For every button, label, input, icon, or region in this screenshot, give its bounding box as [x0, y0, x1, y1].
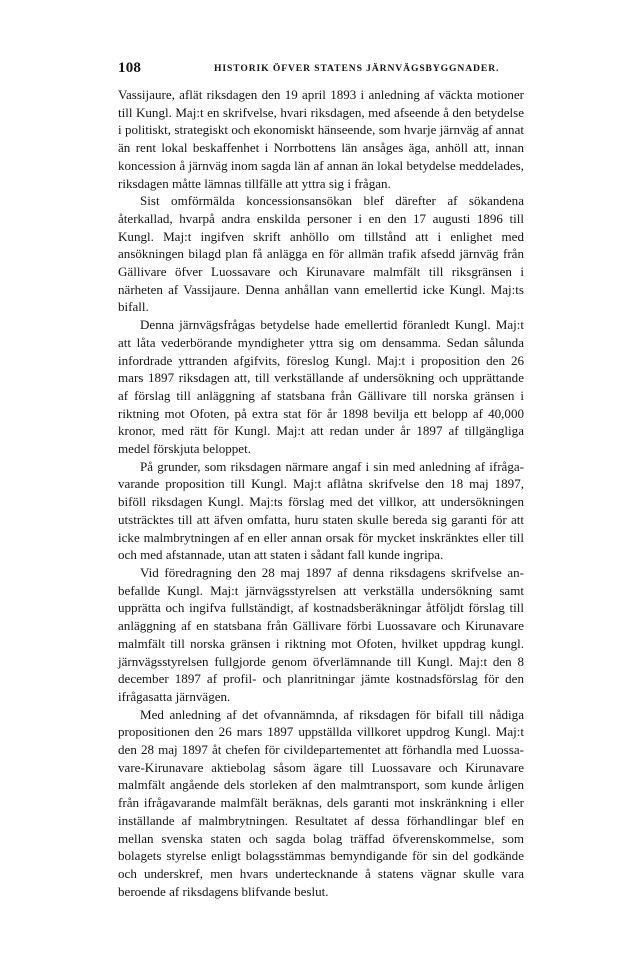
paragraph-5: Vid föredragning den 28 maj 1897 af denna riksdagens skrifvelse anbefallde Kungl. Maj:t järnvägsstyrelsen att verkställa undersökning samt upprätta och ingifva fullständigt, af kostnadsberäkningar åtföljdt förslag till anläggning af en statsbana från Gällivare förbi Luossavare och Kirunavare malmfält till norska gränsen i riktning mot Ofoten, hvilket uppdrag kungl. järnvägsstyrelsen fullgjorde genom öfverlämnande till Kungl. Maj:t den 8 december 1897 af profil- och planritningar jämte kostnadsförslag för den ifrågasatta järnvägen.: [118, 564, 524, 704]
paragraph-4: På grunder, som riksdagen närmare angaf i sin med anledning af ifrågavarande proposition till Kungl. Maj:t aflåtna skrifvelse den 18 maj 1897, biföll riksdagen Kungl. Maj:ts förslag med det villkor, att undersökningen utsträcktes till att äfven omfatta, huru staten skulle bereda sig garanti för att icke malmbrytningen af en eller annan orsak för mycket inskränktes eller till och med afstannade, utan att staten i sådant fall kunde ingripa.: [118, 458, 524, 563]
page-header: [118, 60, 524, 80]
paragraph-2: Sist omförmälda koncessionsansökan blef därefter af sökandena återkallad, hvarpå andra enskilda personer i en den 17 augusti 1896 till Kungl. Maj:t ingifven skrift anhöllo om tillstånd att i enlighet med ansökningen bilagd plan få anlägga en för allmän trafik afsedd järnväg från Gällivare öfver Luossavare och Kirunavare malmfält till riksgränsen i närheten af Vassijaure. Denna anhållan vann emellertid icke Kungl. Maj:ts bifall.: [118, 193, 524, 315]
paragraph-1: Vassijaure, aflät riksdagen den 19 april 1893 i anledning af väckta motioner till Kungl. Maj:t en skrifvelse, hvari riksdagen, med afseende å den betydelse i politiskt, strategiskt och ekonomiskt hänseende, som hvarje järnväg af annat än rent lokal beskaffenhet i Norrbottens län ansåges äga, anhöll att, innan koncession å järnväg inom sagda län af annan än lokal betydelse meddelades, riksdagen måtte lämnas tillfälle att yttra sig i frågan.: [118, 87, 524, 191]
paragraph-3: Denna järnvägsfrågas betydelse hade emellertid föranledt Kungl. Maj:t att låta vederbörande myndigheter yttra sig om densamma. Sedan sålunda infordrade yttranden afgifvits, föreslog Kungl. Maj:t i proposition den 26 mars 1897 riksdagen att, till verkställande af undersökning och upprättande af förslag till anläggning af statsbana från Gällivare till norska gränsen i riktning mot Ofoten, på extra stat för år 1898 bevilja ett belopp af 40,000 kronor, med rätt för Kungl. Maj:t att redan under år 1897 af tillgängliga medel förskjuta beloppet.: [118, 317, 524, 457]
paragraph-6: Med anledning af det ofvannämnda, af riksdagen för bifall till nådiga propositionen den 26 mars 1897 uppställda villkoret uppdrog Kungl. Maj:t den 28 maj 1897 åt chefen för civildepartementet att förhandla med Luossavare-Kirunavare aktiebolag såsom ägare till Luossavare och Kirunavare malmfält angående dels storleken af den malmtransport, som kunde årligen från ifrågavarande malmfält beräknas, dels garanti mot inskränkning i eller inställande af malmbrytningen. Resultatet af dessa förhandlingar blef en mellan svenska staten och sagda bolag träffad öfverenskommelse, som bolagets styrelse enligt bolagsstämmas bemyndigande för sin del godkände och underskref, men hvars undertecknande å statens vägnar skulle vara beroende af riksdagens blifvande beslut.: [118, 706, 524, 899]
running-title: HISTORIK ÖFVER STATENS JÄRNVÄGSBYGGNADER.: [214, 63, 500, 74]
body-text: [118, 86, 524, 900]
page-number: 108: [118, 60, 142, 76]
